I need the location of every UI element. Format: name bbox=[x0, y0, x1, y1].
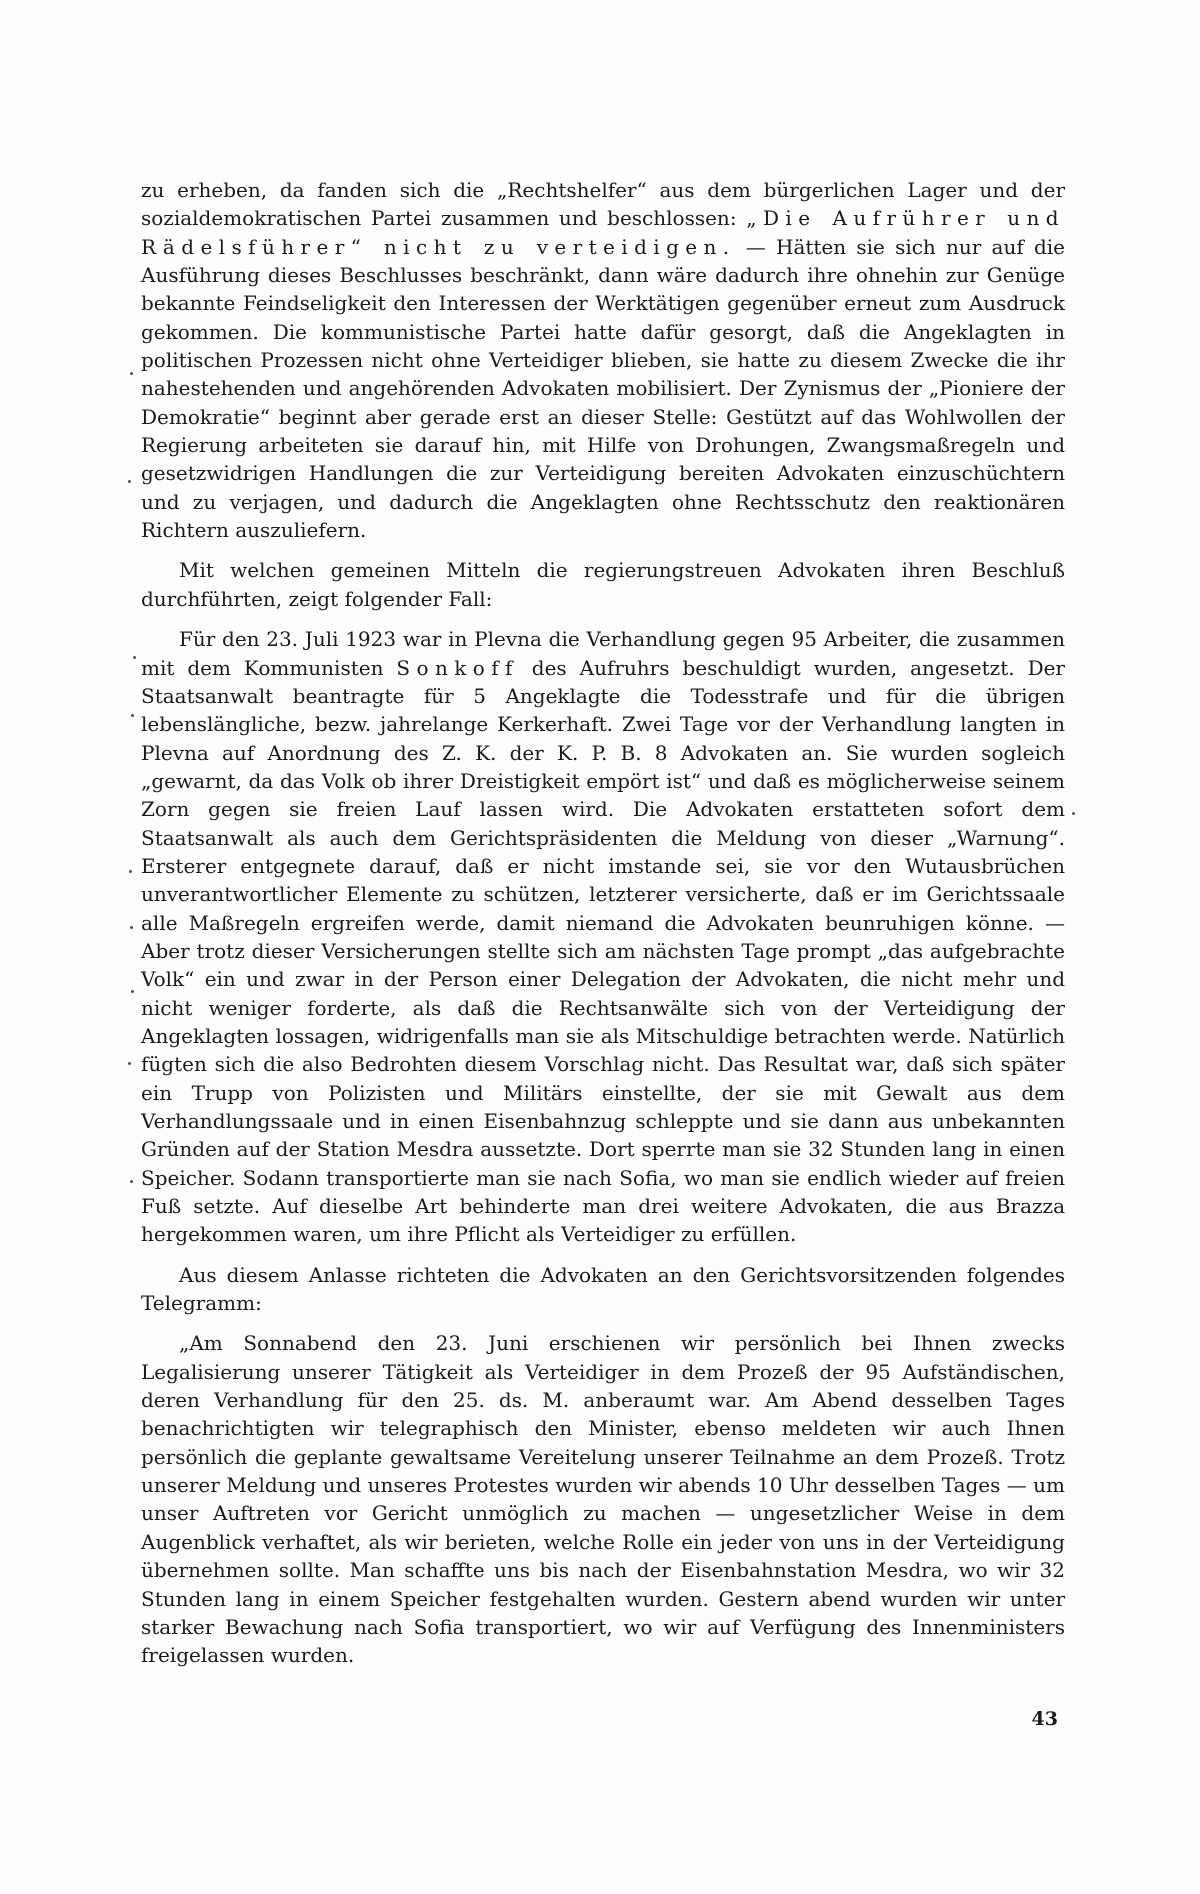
scan-speck bbox=[130, 1180, 133, 1183]
paragraph-3-emphasis: Sonkoff bbox=[396, 655, 519, 680]
paragraph-1 bbox=[141, 176, 1065, 544]
paragraph-1-part-b: — Hätten sie sich nur auf die Ausführung dieses Beschlusses beschränkt, dann wäre dadurch ihre ohnehin zur Genüge bekannte Feindseligkeit den Interessen der Werktätigen gegenüber erneut zum Ausdruck gekommen. Die kommunistische Partei hatte dafür gesorgt, daß die Angeklagten in politischen Prozessen nicht ohne Verteidiger blieben, sie hatte zu diesem Zwecke die ihr nahestehenden und angehörenden Advokaten mobilisiert. Der Zynismus der „Pioniere der Demokratie“ beginnt aber gerade erst an dieser Stelle: Gestützt auf das Wohlwollen der Regierung arbeiteten sie darauf hin, mit Hilfe von Drohungen, Zwangsmaßregeln und gesetzwidrigen Handlungen die zur Verteidigung bereiten Advokaten einzuschüchtern und zu verjagen, und dadurch die Angeklagten ohne Rechtsschutz den reaktionären Richtern auszuliefern. bbox=[141, 234, 1065, 543]
scan-speck bbox=[131, 990, 134, 993]
paragraph-3 bbox=[141, 625, 1065, 1249]
paragraph-3-part-b: des Aufruhrs beschuldigt wurden, angesetzt. Der Staatsanwalt beantragte für 5 Angeklagte die Todesstrafe und für die übrigen lebenslängliche, bezw. jahrelange Kerkerhaft. Zwei Tage vor der Verhandlung langten in Plevna auf Anordnung des Z. K. der K. P. B. 8 Advokaten an. Sie wurden sogleich „gewarnt, da das Volk ob ihrer Dreistigkeit empört ist“ und daß es möglicherweise seinem Zorn gegen sie freien Lauf lassen wird. Die Advokaten erstatteten sofort dem Staatsanwalt als auch dem Gerichtspräsidenten die Meldung von dieser „Warnung“. Ersterer entgegnete darauf, daß er nicht imstande sei, sie vor den Wutausbrüchen unverantwortlicher Elemente zu schützen, letzterer versicherte, daß er im Gerichtssaale alle Maßregeln ergreifen werde, damit niemand die Advokaten beunruhigen könne. — Aber trotz dieser Versicherungen stellte sich am nächsten Tage prompt „das aufgebrachte Volk“ ein und zwar in der Person einer Delegation der Advokaten, die nicht mehr und nicht weniger forderte, als daß die Rechtsanwälte sich von der Verteidigung der Angeklagten lossagen, widrigenfalls man sie als Mitschuldige betrachten werde. Natürlich fügten sich die also Bedrohten diesem Vorschlag nicht. Das Resultat war, daß sich später ein Trupp von Polizisten und Militärs einstellte, der sie mit Gewalt aus dem Verhandlungssaale und in einen Eisenbahnzug schleppte und sie dann aus unbekannten Gründen auf der Station Mesdra aussetzte. Dort sperrte man sie 32 Stunden lang in einen Speicher. Sodann transportierte man sie nach Sofia, wo man sie endlich wieder auf freien Fuß setzte. Auf dieselbe Art behinderte man drei weitere Advokaten, die aus Brazza hergekommen waren, um ihre Pflicht als Verteidiger zu erfüllen. bbox=[141, 655, 1065, 1247]
paragraph-1-part-a: zu erheben, da fanden sich die „Rechtshelfer“ aus dem bürgerlichen Lager und der sozialdemokratischen Partei zusammen und beschlossen: bbox=[141, 178, 1065, 231]
paragraph-2: Mit welchen gemeinen Mitteln die regierungstreuen Advokaten ihren Beschluß durchführten, zeigt folgender Fall: bbox=[141, 558, 1065, 611]
telegram-quote: „Am Sonnabend den 23. Juni erschienen wir persönlich bei Ihnen zwecks Legalisierung unserer Tätigkeit als Verteidiger in dem Prozeß der 95 Aufständischen, deren Verhandlung für den 25. ds. M. anberaumt war. Am Abend desselben Tages benachrichtigten wir telegraphisch den Minister, ebenso meldeten wir auch Ihnen persönlich die geplante gewaltsame Vereitelung unserer Teilnahme an dem Prozeß. Trotz unserer Meldung und unseres Protestes wurden wir abends 10 Uhr desselben Tages — um unser Auftreten vor Gericht unmöglich zu machen — ungesetzlicher Weise in dem Augenblick verhaftet, als wir berieten, welche Rolle ein jeder von uns in der Verteidigung übernehmen sollte. Man schaffte uns bis nach der Eisenbahnstation Mesdra, wo wir 32 Stunden lang in einem Speicher festgehalten wurden. Gestern abend wurden wir unter starker Bewachung nach Sofia transportiert, wo wir auf Verfügung des Innenministers freigelassen wurden. bbox=[141, 1331, 1065, 1668]
scan-speck bbox=[130, 926, 133, 929]
scan-speck bbox=[1072, 812, 1075, 815]
scan-speck bbox=[129, 870, 132, 873]
body-text bbox=[141, 176, 1065, 1682]
scan-speck bbox=[133, 656, 136, 659]
scan-speck bbox=[128, 480, 131, 483]
scan-speck bbox=[128, 1062, 131, 1065]
paragraph-1-emphasis: „Die Aufrührer und Rädelsführer“ nicht zu verteidigen. bbox=[141, 206, 1065, 259]
paragraph-3-part-a: Für den 23. Juli 1923 war in Plevna die Verhandlung gegen 95 Arbeiter, die zusammen mit dem Kommunisten bbox=[141, 627, 1065, 680]
scan-speck bbox=[131, 714, 134, 717]
scan-speck bbox=[130, 372, 133, 375]
paragraph-4: Aus diesem Anlasse richteten die Advokaten an den Gerichtsvorsitzenden folgendes Telegramm: bbox=[141, 1262, 1065, 1316]
page-number: 43 bbox=[1031, 1708, 1058, 1730]
